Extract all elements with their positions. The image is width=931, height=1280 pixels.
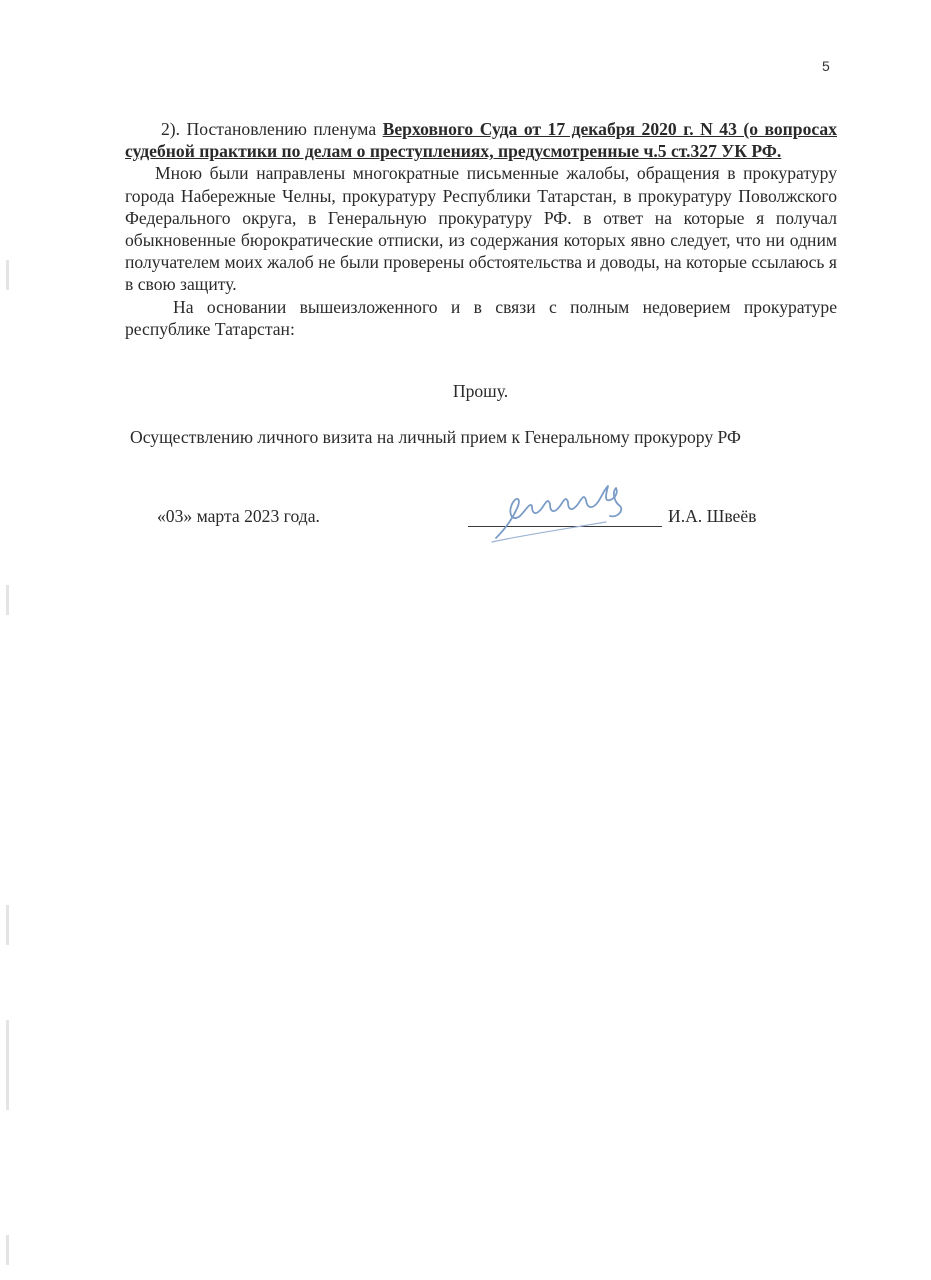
request-heading: Прошу.: [452, 381, 509, 401]
paragraph-prefix: 2). Постановлению пленума: [161, 119, 383, 139]
handwritten-signature: [488, 476, 648, 546]
scan-artifact: [6, 905, 9, 945]
request-text: Осуществлению личного визита на личный прием к Генеральному прокурору РФ: [130, 427, 741, 447]
paragraph-resolution-ref: [125, 118, 837, 162]
document-date: «03» марта 2023 года.: [157, 506, 320, 526]
court-reference: Верховного Суда от 17 декабря 2020 г. N 43 (о вопросах судебной практики по делам о преступлениях, предусмотренные ч.5 ст.327 УК РФ.: [125, 119, 838, 162]
page-number: 5: [822, 58, 830, 74]
scan-artifact: [6, 260, 9, 290]
scan-artifact: [6, 1020, 9, 1110]
document-body: [125, 118, 837, 340]
scan-artifact: [6, 585, 9, 615]
signer-name: И.А. Швеёв: [668, 506, 757, 526]
paragraph-basis: На основании вышеизложенного и в связи с полным недоверием прокуратуре республике Татарстан:: [125, 296, 837, 339]
scan-artifact: [6, 1235, 9, 1265]
paragraph-complaints: Мною были направлены многократные письменные жалобы, обращения в прокуратуру города Набережные Челны, прокуратуру Республики Татарстан, в прокуратуру Поволжского Федерального округа, в Генеральную прокуратуру РФ. в ответ на которые я получал обыкновенные бюрократические отписки, из содержания которых явно следует, что ни одним получателем моих жалоб не были проверены обстоятельства и доводы, на которые ссылаюсь я в свою защиту.: [125, 163, 837, 295]
